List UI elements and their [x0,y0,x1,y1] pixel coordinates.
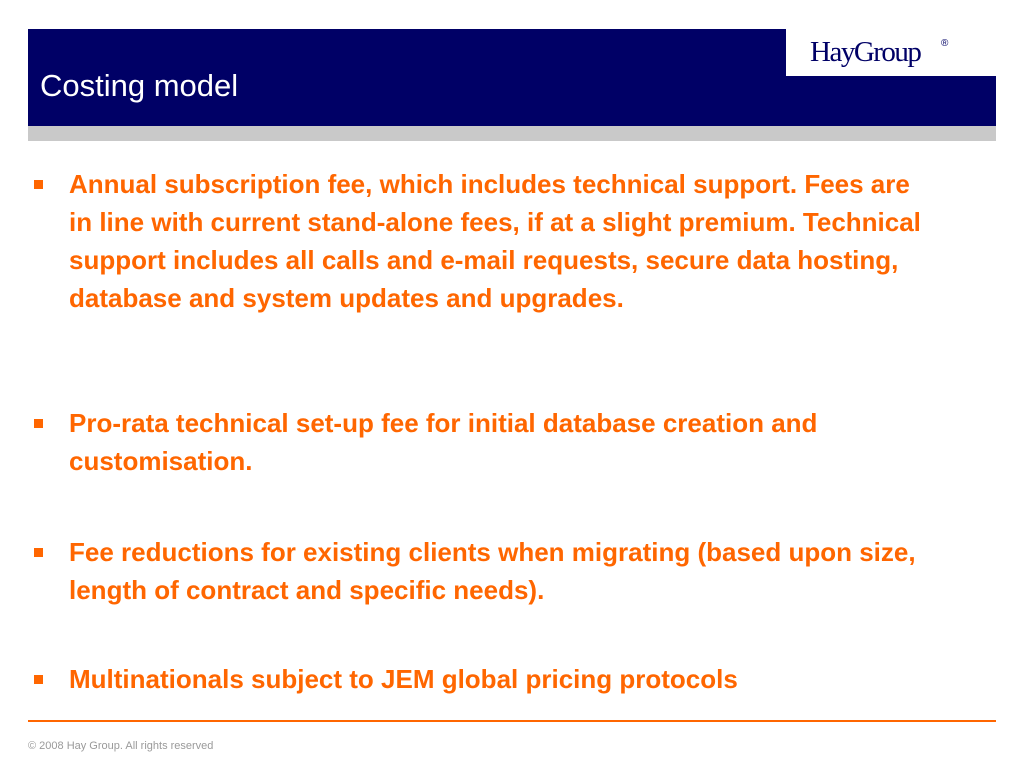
square-bullet-icon [34,675,43,684]
footer-divider [28,720,996,722]
bullet-item [69,165,939,317]
copyright-text: © 2008 Hay Group. All rights reserved [28,740,214,752]
bullet-text: Annual subscription fee, which includes technical support. Fees are in line with current stand-alone fees, if at a slight premium. Technical support includes all calls and e-mail requests, secure data hosting, database and system updates and upgrades. [69,169,921,313]
bullet-item [69,533,939,609]
bullet-text: Multinationals subject to JEM global pricing protocols [69,664,738,694]
slide-title: Costing model [40,68,239,103]
square-bullet-icon [34,180,43,189]
haygroup-logo: HayGroup [810,36,921,68]
bullet-text: Pro-rata technical set-up fee for initial database creation and customisation. [69,408,818,476]
square-bullet-icon [34,548,43,557]
square-bullet-icon [34,419,43,428]
bullet-text: Fee reductions for existing clients when migrating (based upon size, length of contract and specific needs). [69,537,916,605]
bullet-item [69,660,939,698]
bullet-item [69,404,939,480]
registered-mark: ® [941,38,949,49]
